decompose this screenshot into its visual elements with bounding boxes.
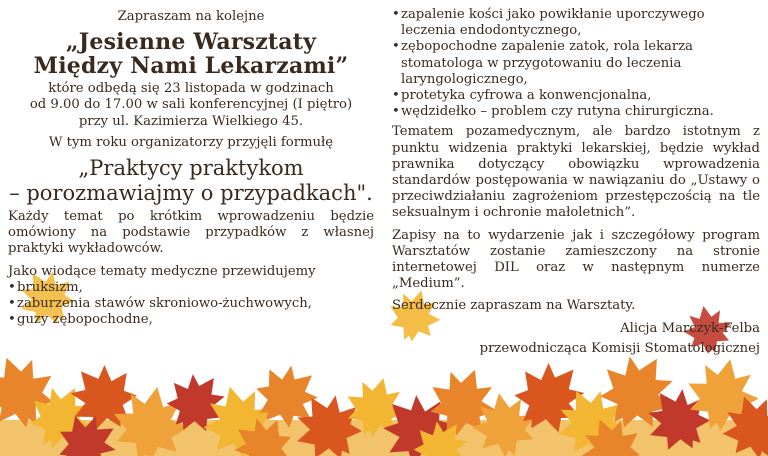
details-line-3: przy ul. Kazimierza Wielkiego 45. bbox=[78, 113, 304, 129]
list-item: • wędzidełko – problem czy rutyna chirurgiczna. bbox=[392, 104, 760, 120]
closing-line: Serdecznie zapraszam na Warsztaty. bbox=[392, 298, 636, 314]
list-item: • zapalenie kości jako powikłanie uporczywego leczenia endodontycznego, bbox=[392, 7, 760, 39]
signature-role: przewodnicząca Komisji Stomatologicznej bbox=[479, 340, 760, 356]
list-item: • protetyka cyfrowa a konwencjonalna, bbox=[392, 88, 760, 104]
invite-line: Zapraszam na kolejne bbox=[117, 9, 265, 24]
paragraph-1: Każdy temat po krótkim wprowadzeniu będzie omówiony na podstawie przypadków z własnej praktyki wykładowców. bbox=[8, 209, 374, 257]
right-column bbox=[392, 0, 760, 357]
details-line-2: od 9.00 do 17.00 w sali konferencyjnej (I piętro) bbox=[29, 97, 353, 113]
paragraph-records: Zapisy na to wydarzenie jak i szczegółowy program Warsztatów zostanie zamieszczony na stronie internetowej DIL oraz w następnym numerze „Medium”. bbox=[392, 227, 760, 292]
details-line-1: które odbędą się 23 listopada w godzinach bbox=[48, 81, 334, 97]
title-line-1: „Jesienne Warsztaty bbox=[65, 29, 317, 56]
title-line-2: Między Nami Lekarzami” bbox=[33, 53, 349, 80]
paragraph-nonmedical: Tematem pozamedycznym, ale bardzo istotnym z punktu widzenia praktyki lekarskiej, będzie wykład prawnika dotyczący obowiązku wprowadzenia standardów postępowania w nawiązaniu do „Ustawy o przeciwdziałaniu zagrożeniom przestępczością na tle seksualnym i ochronie małoletnich”. bbox=[392, 124, 760, 221]
topics-list-left bbox=[8, 280, 374, 329]
topics-intro: Jako wiodące tematy medyczne przewidujemy bbox=[8, 263, 316, 279]
motto-line-1: „Praktycy praktykom bbox=[78, 156, 304, 181]
leaf-pile bbox=[0, 340, 768, 456]
list-item: • bruksizm, bbox=[8, 280, 374, 296]
list-item: • zaburzenia stawów skroniowo-żuchwowych, bbox=[8, 296, 374, 312]
list-item: • guzy zębopochodne, bbox=[8, 312, 374, 328]
list-item: • zębopochodne zapalenie zatok, rola lekarza stomatologa w przygotowaniu do leczenia laryngologicznego, bbox=[392, 39, 760, 88]
motto-line-2: – porozmawiajmy o przypadkach". bbox=[9, 181, 373, 206]
left-column bbox=[8, 0, 374, 328]
signature-name: Alicja Marczyk-Felba bbox=[620, 320, 760, 336]
topics-list-right bbox=[392, 7, 760, 120]
formula-intro: W tym roku organizatorzy przyjęli formułę bbox=[48, 134, 334, 150]
